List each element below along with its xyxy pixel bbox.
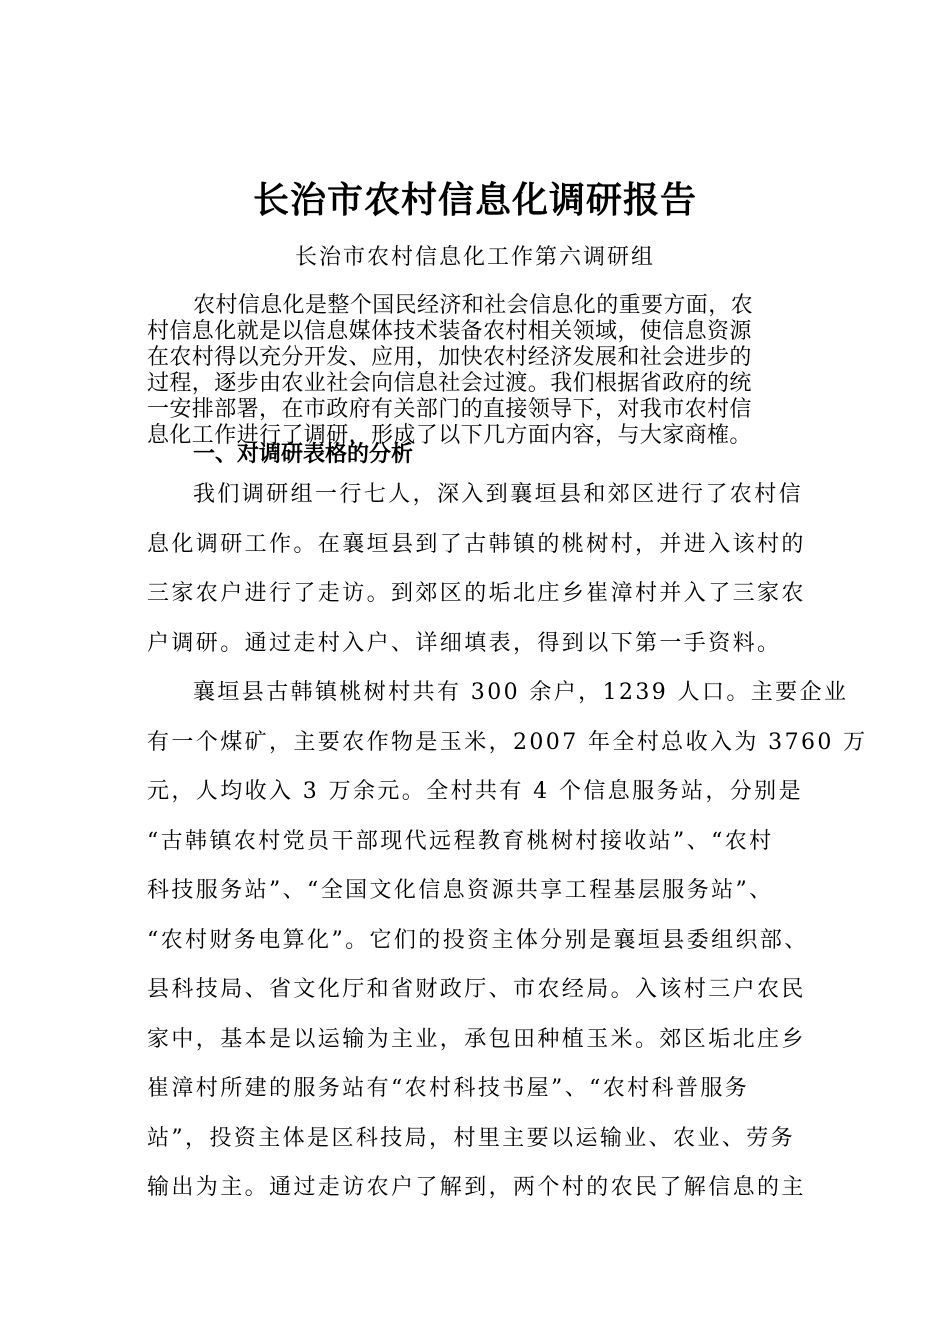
paragraph-line: 县科技局、省文化厅和省财政厅、市农经局。入该村三户农民 [147,977,806,1002]
paragraph-line: 科技服务站”、“全国文化信息资源共享工程基层服务站”、 [147,878,774,903]
intro-line: 过程，逐步由农业社会向信息社会过渡。我们根据省政府的统 [147,371,752,396]
intro-line: 在农村得以充分开发、应用，加快农村经济发展和社会进步的 [147,345,752,370]
paragraph-line: 元，人均收入 3 万余元。全村共有 4 个信息服务站，分别是 [147,779,803,804]
paragraph-line: 三家农户进行了走访。到郊区的垢北庄乡崔漳村并入了三家农 [147,581,806,606]
section-heading: 一、对调研表格的分析 [193,442,414,467]
document-title: 长治市农村信息化调研报告 [252,179,697,221]
paragraph-line: 我们调研组一行七人，深入到襄垣县和郊区进行了农村信 [193,482,804,507]
paragraph-line: 户调研。通过走村入户、详细填表，得到以下第一手资料。 [147,630,782,656]
paragraph-line: “古韩镇农村党员干部现代远程教育桃树村接收站”、“农村 [147,828,774,854]
paragraph-line: “农村财务电算化”。它们的投资主体分别是襄垣县委组织部、 [147,927,809,953]
paragraph-line: 输出为主。通过走访农户了解到，两个村的农民了解信息的主 [147,1175,806,1200]
intro-paragraph [147,293,817,449]
intro-line: 一安排部署，在市政府有关部门的直接领导下，对我市农村信 [147,397,752,422]
paragraph-line: 崔漳村所建的服务站有“农村科技书屋”、“农村科普服务 [147,1076,750,1101]
paragraph-line: 襄垣县古韩镇桃树村共有 300 余户，1239 人口。主要企业 [193,680,849,705]
document-subtitle: 长治市农村信息化工作第六调研组 [294,245,655,270]
paragraph-line: 家中，基本是以运输为主业，承包田种植玉米。郊区垢北庄乡 [147,1026,806,1052]
intro-line: 村信息化就是以信息媒体技术装备农村相关领域，使信息资源 [147,319,752,344]
paragraph-1 [147,477,817,675]
intro-line: 农村信息化是整个国民经济和社会信息化的重要方面，农 [193,293,754,318]
paragraph-line: 有一个煤矿，主要农作物是玉米，2007 年全村总收入为 3760 万 [147,729,868,755]
intro-line: 息化工作进行了调研，形成了以下几方面内容，与大家商榷。 [147,423,752,448]
paragraph-line: 站”，投资主体是区科技局，村里主要以运输业、农业、劳务 [147,1125,796,1151]
paragraph-2 [147,675,868,1220]
paragraph-line: 息化调研工作。在襄垣县到了古韩镇的桃树村，并进入该村的 [147,531,806,557]
